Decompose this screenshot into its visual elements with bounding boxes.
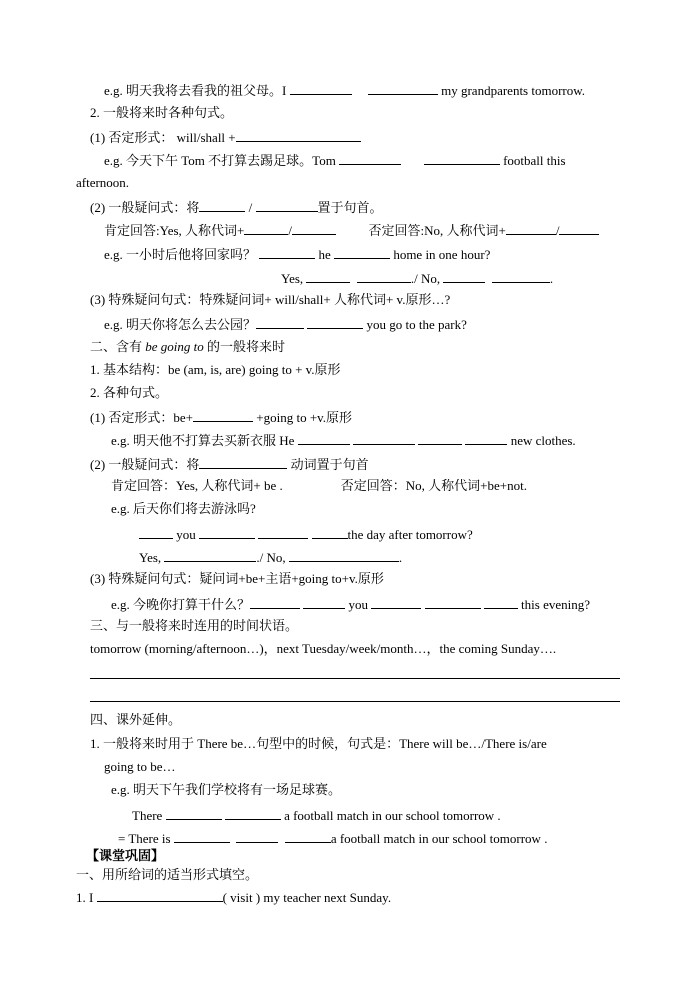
blank-field[interactable] bbox=[353, 430, 415, 445]
answer-rule[interactable] bbox=[90, 701, 620, 702]
section-heading: 2. 一般将来时各种句式。 bbox=[90, 105, 234, 120]
exercise-heading: 【课堂巩固】 bbox=[86, 849, 165, 864]
example-line: e.g. 明天你将怎么去公园？ you go to the park? bbox=[104, 314, 467, 332]
rule-line: (2) 一般疑问式：将 / 置于句首。 bbox=[90, 197, 383, 215]
blank-field[interactable] bbox=[174, 828, 230, 843]
blank-field[interactable] bbox=[166, 805, 222, 820]
blank-field[interactable] bbox=[256, 314, 304, 329]
section-heading: 二、含有 be going to 的一般将来时 bbox=[90, 339, 286, 354]
section-heading: 四、课外延伸。 bbox=[90, 712, 182, 727]
rule-line: (1) 否定形式： will/shall + bbox=[90, 127, 361, 145]
blank-field[interactable] bbox=[97, 887, 223, 902]
answer-rule[interactable] bbox=[90, 678, 620, 679]
blank-field[interactable] bbox=[312, 524, 348, 539]
example-line: = There is a football match in our school tomorrow . bbox=[118, 828, 547, 846]
blank-field[interactable] bbox=[465, 430, 507, 445]
example-line: e.g. 明天他不打算去买新衣服 He new clothes. bbox=[111, 430, 576, 448]
blank-field[interactable] bbox=[225, 805, 281, 820]
blank-field[interactable] bbox=[443, 268, 485, 283]
section-heading: 一、用所给词的适当形式填空。 bbox=[76, 867, 259, 882]
blank-field[interactable] bbox=[357, 268, 411, 283]
blank-field[interactable] bbox=[236, 127, 361, 142]
answer-line: 肯定回答：Yes, 人称代词+ be . 否定回答：No, 人称代词+be+not. bbox=[111, 478, 527, 493]
blank-field[interactable] bbox=[368, 80, 438, 95]
blank-field[interactable] bbox=[506, 220, 556, 235]
blank-field[interactable] bbox=[424, 150, 500, 165]
blank-field[interactable] bbox=[334, 244, 390, 259]
blank-field[interactable] bbox=[250, 594, 300, 609]
blank-field[interactable] bbox=[259, 244, 315, 259]
blank-field[interactable] bbox=[298, 430, 350, 445]
blank-field[interactable] bbox=[292, 220, 336, 235]
example-line: e.g. 一小时后他将回家吗？ he home in one hour? bbox=[104, 244, 490, 262]
text-line: afternoon. bbox=[76, 175, 130, 190]
rule-line: (2) 一般疑问式：将 动词置于句首 bbox=[90, 454, 369, 472]
blank-field[interactable] bbox=[307, 314, 363, 329]
blank-field[interactable] bbox=[236, 828, 278, 843]
example-line: e.g. 明天我将去看我的祖父母。I my grandparents tomorrow. bbox=[104, 80, 585, 98]
blank-field[interactable] bbox=[306, 268, 350, 283]
blank-field[interactable] bbox=[290, 80, 352, 95]
example-line: e.g. 今晚你打算干什么？ you this evening? bbox=[111, 594, 590, 612]
blank-field[interactable] bbox=[256, 197, 318, 212]
blank-field[interactable] bbox=[164, 547, 256, 562]
example-line: There a football match in our school tomorrow . bbox=[132, 805, 501, 823]
text-line: going to be… bbox=[104, 759, 176, 774]
section-heading: 三、与一般将来时连用的时间状语。 bbox=[90, 618, 299, 633]
answer-line: Yes, ./ No, . bbox=[139, 547, 402, 565]
blank-field[interactable] bbox=[425, 594, 481, 609]
blank-field[interactable] bbox=[199, 197, 245, 212]
blank-field[interactable] bbox=[258, 524, 308, 539]
blank-field[interactable] bbox=[492, 268, 550, 283]
blank-field[interactable] bbox=[339, 150, 401, 165]
blank-field[interactable] bbox=[559, 220, 599, 235]
blank-field[interactable] bbox=[139, 524, 173, 539]
blank-field[interactable] bbox=[193, 407, 253, 422]
rule-line: (1) 否定形式：be+ +going to +v.原形 bbox=[90, 407, 352, 425]
blank-field[interactable] bbox=[303, 594, 345, 609]
example-line: you the day after tomorrow? bbox=[139, 524, 473, 542]
answer-line: 肯定回答:Yes, 人称代词+ / 否定回答:No, 人称代词+ / bbox=[104, 220, 599, 238]
blank-field[interactable] bbox=[418, 430, 462, 445]
exercise-item: 1. I ( visit ) my teacher next Sunday. bbox=[76, 887, 391, 905]
text-line: 1. 基本结构：be (am, is, are) going to + v.原形 bbox=[90, 362, 341, 377]
text-line: tomorrow (morning/afternoon…)，next Tuesday/week/month…，the coming Sunday…. bbox=[90, 641, 557, 656]
rule-line: (3) 特殊疑问句式：特殊疑问词+ will/shall+ 人称代词+ v.原形…? bbox=[90, 292, 451, 307]
example-line: e.g. 后天你们将去游泳吗? bbox=[111, 501, 256, 516]
blank-field[interactable] bbox=[484, 594, 518, 609]
blank-field[interactable] bbox=[289, 547, 399, 562]
blank-field[interactable] bbox=[285, 828, 331, 843]
blank-field[interactable] bbox=[199, 454, 287, 469]
text-line: 1. 一般将来时用于 There be…句型中的时候，句式是：There will be…/There is/are bbox=[90, 736, 547, 751]
blank-field[interactable] bbox=[199, 524, 255, 539]
example-line: e.g. 今天下午 Tom 不打算去踢足球。Tom football this bbox=[104, 150, 566, 168]
rule-line: (3) 特殊疑问句式：疑问词+be+主语+going to+v.原形 bbox=[90, 571, 384, 586]
blank-field[interactable] bbox=[371, 594, 421, 609]
example-line: e.g. 明天下午我们学校将有一场足球赛。 bbox=[111, 782, 342, 797]
blank-field[interactable] bbox=[244, 220, 288, 235]
answer-line: Yes, ./ No, . bbox=[281, 268, 553, 286]
text-line: 2. 各种句式。 bbox=[90, 385, 169, 400]
